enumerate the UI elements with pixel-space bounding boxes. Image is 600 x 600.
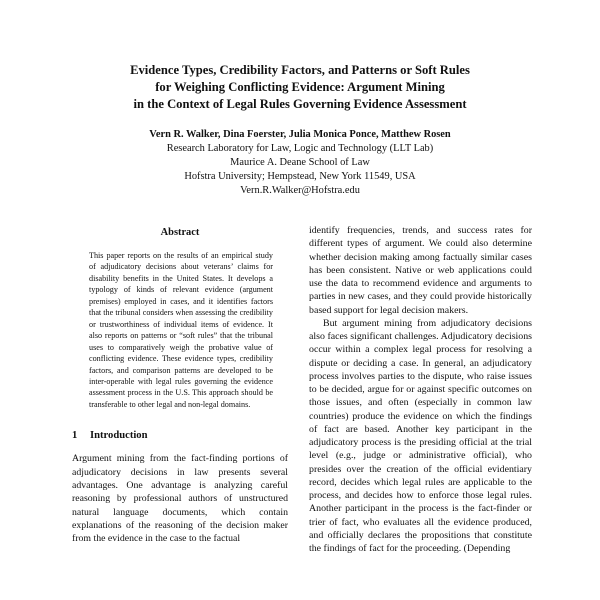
section-number: 1 [72, 430, 78, 442]
author-address: Hofstra University; Hempstead, New York 11549, USA [184, 171, 416, 182]
abstract-text: This paper reports on the results of an empirical study of adjudicatory decisions about veterans’ claims for disability benefits in the United States. It develops a typology of kinds of relevant evidence (argument premises) employed in cases, and it identifies factors that the tribunal considers when assessing the credibility or trustworthiness of individual items of evidence. It also reports on patterns or “soft rules” that the tribunal uses to comparatively weigh the probative value of conflicting evidence. These evidence types, credibility factors, and comparison patterns are developed to be inter-operable with legal rules governing the evidence assessment process in the U.S. This approach should be transferable to other legal and non-legal domains. [89, 251, 273, 409]
title-line: for Weighing Conflicting Evidence: Argument Mining [155, 80, 445, 94]
introduction-paragraph: Argument mining from the fact-finding portions of adjudicatory decisions in law presents several advantages. One advantage is analyzing careful reasoning by professional authors of unstructured natural language documents, which contain explanations of the reasoning of the decision maker from the evidence in the case to the factual [72, 453, 288, 545]
left-column [72, 227, 288, 545]
author-affiliation-school: Maurice A. Deane School of Law [230, 157, 370, 168]
section-heading-introduction [72, 430, 288, 441]
body-paragraph: identify frequencies, trends, and success rates for different types of argument. We could also determine whether decision making among factually similar cases has been consistent. Native or web applications could use the data to recommend evidence and arguments to parties in new cases, and they could provide historically based support for legal decision makers. [309, 225, 532, 316]
author-block [60, 128, 540, 198]
author-names: Vern R. Walker, Dina Foerster, Julia Monica Ponce, Matthew Rosen [149, 129, 451, 140]
abstract-heading: Abstract [160, 227, 200, 238]
author-email: Vern.R.Walker@Hofstra.edu [240, 185, 360, 196]
title-line: Evidence Types, Credibility Factors, and Patterns or Soft Rules [130, 63, 470, 77]
author-affiliation-lab: Research Laboratory for Law, Logic and Technology (LLT Lab) [166, 143, 434, 154]
section-title: Introduction [90, 430, 148, 442]
title-line: in the Context of Legal Rules Governing Evidence Assessment [133, 97, 467, 111]
body-paragraph: But argument mining from adjudicatory decisions also faces significant challenges. Adjudicatory decisions occur within a complex legal process for resolving a dispute or deciding a case. In general, an adjudicatory process involves parties to the dispute, who raise issues to be decided, argue for or against specific outcomes on those issues, and often (especially in common law countries) produce the evidence on which the findings of fact are based. Another key participant in the adjudicatory process is the presiding official at the trial level (e.g., judge or administrative official), who presides over the creation of the official evidentiary record, decides which legal rules are applicable to the process, and decides how to enforce those legal rules. Another participant in the process is the fact-finder or trier of fact, who evaluates all the evidence produced, and officially declares the propositions that constitute the findings of fact for the proceeding. (Depending [309, 317, 532, 554]
right-column [309, 224, 532, 555]
paper-title [60, 62, 540, 113]
